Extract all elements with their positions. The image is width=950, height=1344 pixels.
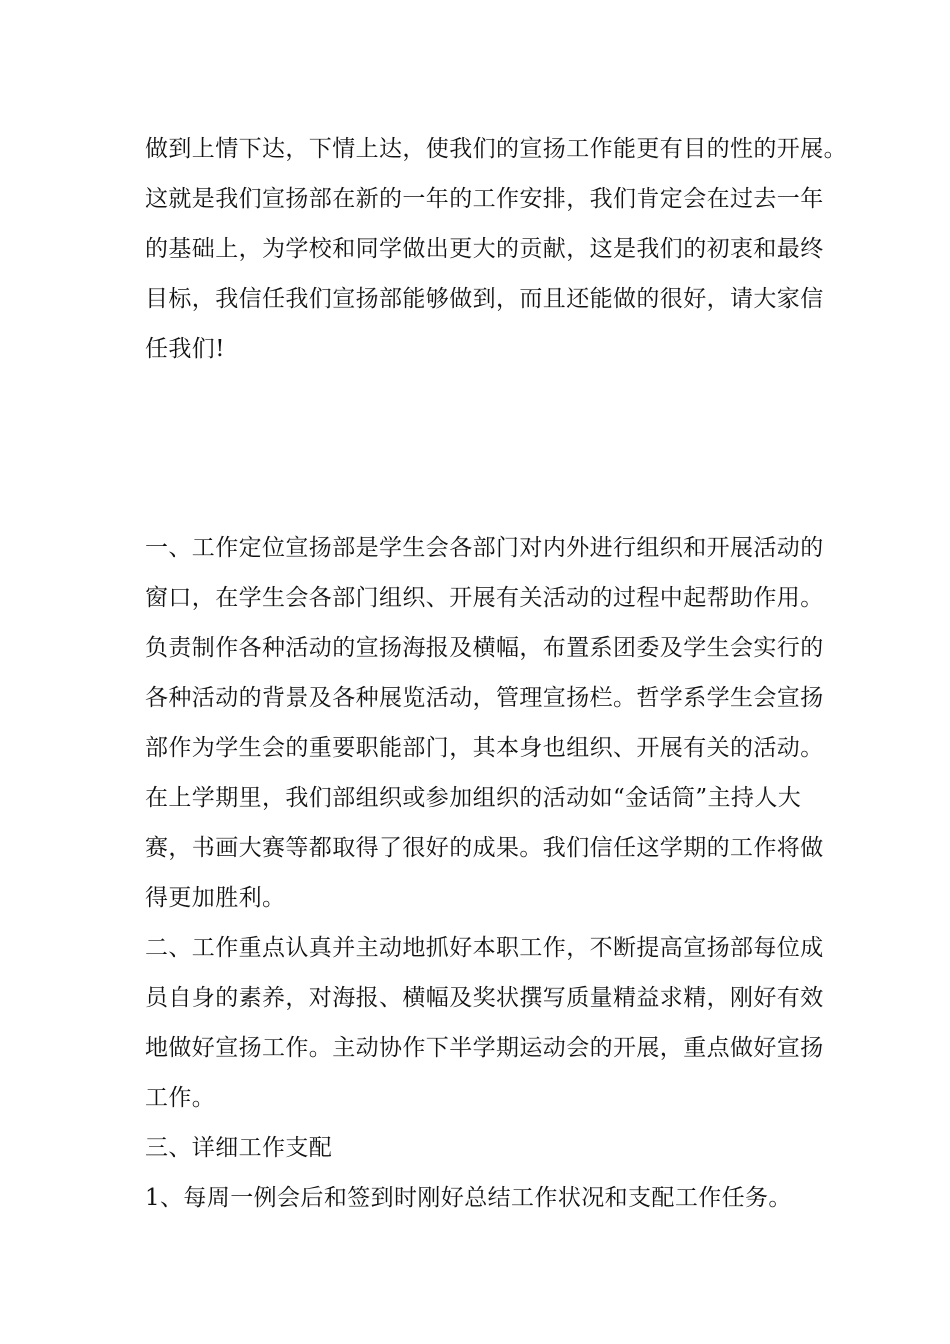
text-line: 这就是我们宣扬部在新的一年的工作安排，我们肯定会在过去一年 xyxy=(145,186,824,212)
text-line: 做到上情下达，下情上达，使我们的宣扬工作能更有目的性的开展。 xyxy=(145,136,847,162)
text-line: 部作为学生会的重要职能部门，其本身也组织、开展有关的活动。 xyxy=(145,735,824,761)
text-line: 地做好宣扬工作。主动协作下半学期运动会的开展，重点做好宣扬 xyxy=(145,1035,824,1061)
text-line: 员自身的素养，对海报、横幅及奖状撰写质量精益求精，刚好有效 xyxy=(145,985,824,1011)
text-line: 窗口，在学生会各部门组织、开展有关活动的过程中起帮助作用。 xyxy=(145,585,824,611)
text-line: 的基础上，为学校和同学做出更大的贡献，这是我们的初衷和最终 xyxy=(145,236,824,262)
text-line: 目标，我信任我们宣扬部能够做到，而且还能做的很好，请大家信 xyxy=(145,286,824,312)
text-line: 工作。 xyxy=(145,1085,216,1111)
text-line: 任我们! xyxy=(145,336,225,362)
text-line: 赛，书画大赛等都取得了很好的成果。我们信任这学期的工作将做 xyxy=(145,835,824,861)
text-line: 得更加胜利。 xyxy=(145,885,286,911)
text-line: 二、工作重点认真并主动地抓好本职工作，不断提高宣扬部每位成 xyxy=(145,935,824,961)
text-line: 一、工作定位宣扬部是学生会各部门对内外进行组织和开展活动的 xyxy=(145,535,824,561)
section-heading: 三、详细工作支配 xyxy=(145,1135,333,1161)
text-line: 负责制作各种活动的宣扬海报及横幅，布置系团委及学生会实行的 xyxy=(145,635,824,661)
text-line: 各种活动的背景及各种展览活动，管理宣扬栏。哲学系学生会宣扬 xyxy=(145,685,824,711)
text-line: 在上学期里，我们部组织或参加组织的活动如“金话筒”主持人大 xyxy=(145,785,802,811)
text-line: 1、每周一例会后和签到时刚好总结工作状况和支配工作任务。 xyxy=(145,1185,792,1211)
